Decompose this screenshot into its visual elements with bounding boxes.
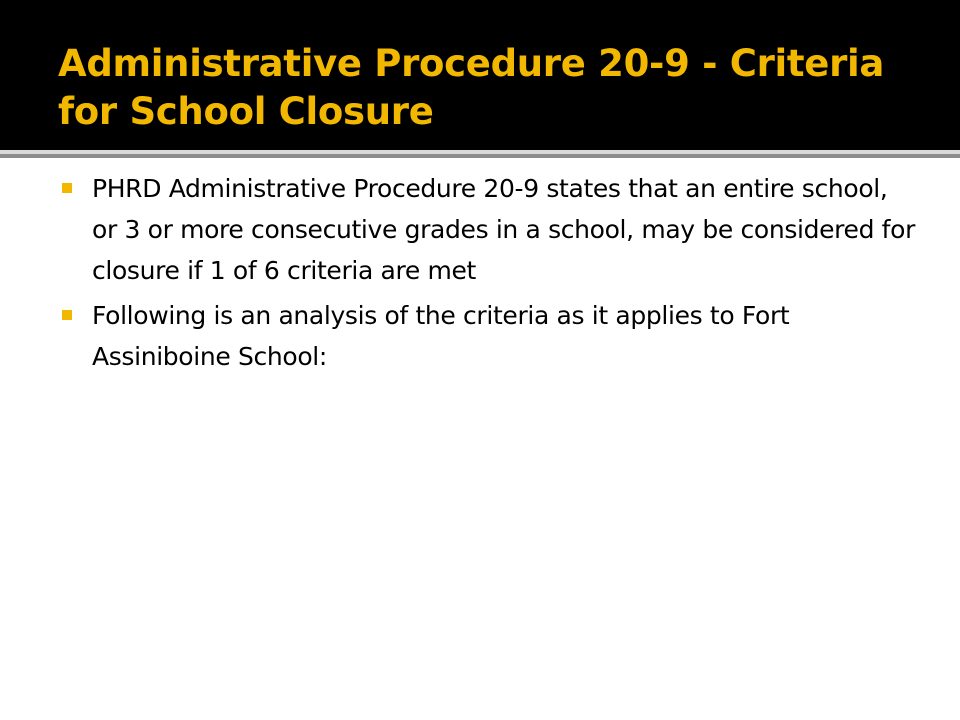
bullet-text: PHRD Administrative Procedure 20-9 states that an entire school, or 3 or more consecutive grades in a school, may be considered for closure if 1 of 6 criteria are met <box>92 174 916 285</box>
bullet-item <box>58 168 918 291</box>
title-divider-dark <box>0 154 960 158</box>
square-bullet-icon <box>62 183 72 193</box>
square-bullet-icon <box>62 310 72 320</box>
bullet-item <box>58 295 918 377</box>
bullet-text: Following is an analysis of the criteria as it applies to Fort Assiniboine School: <box>92 301 790 371</box>
bullet-list <box>58 168 918 381</box>
title-band <box>0 0 960 150</box>
slide-title: Administrative Procedure 20-9 - Criteria for School Closure <box>58 42 885 133</box>
